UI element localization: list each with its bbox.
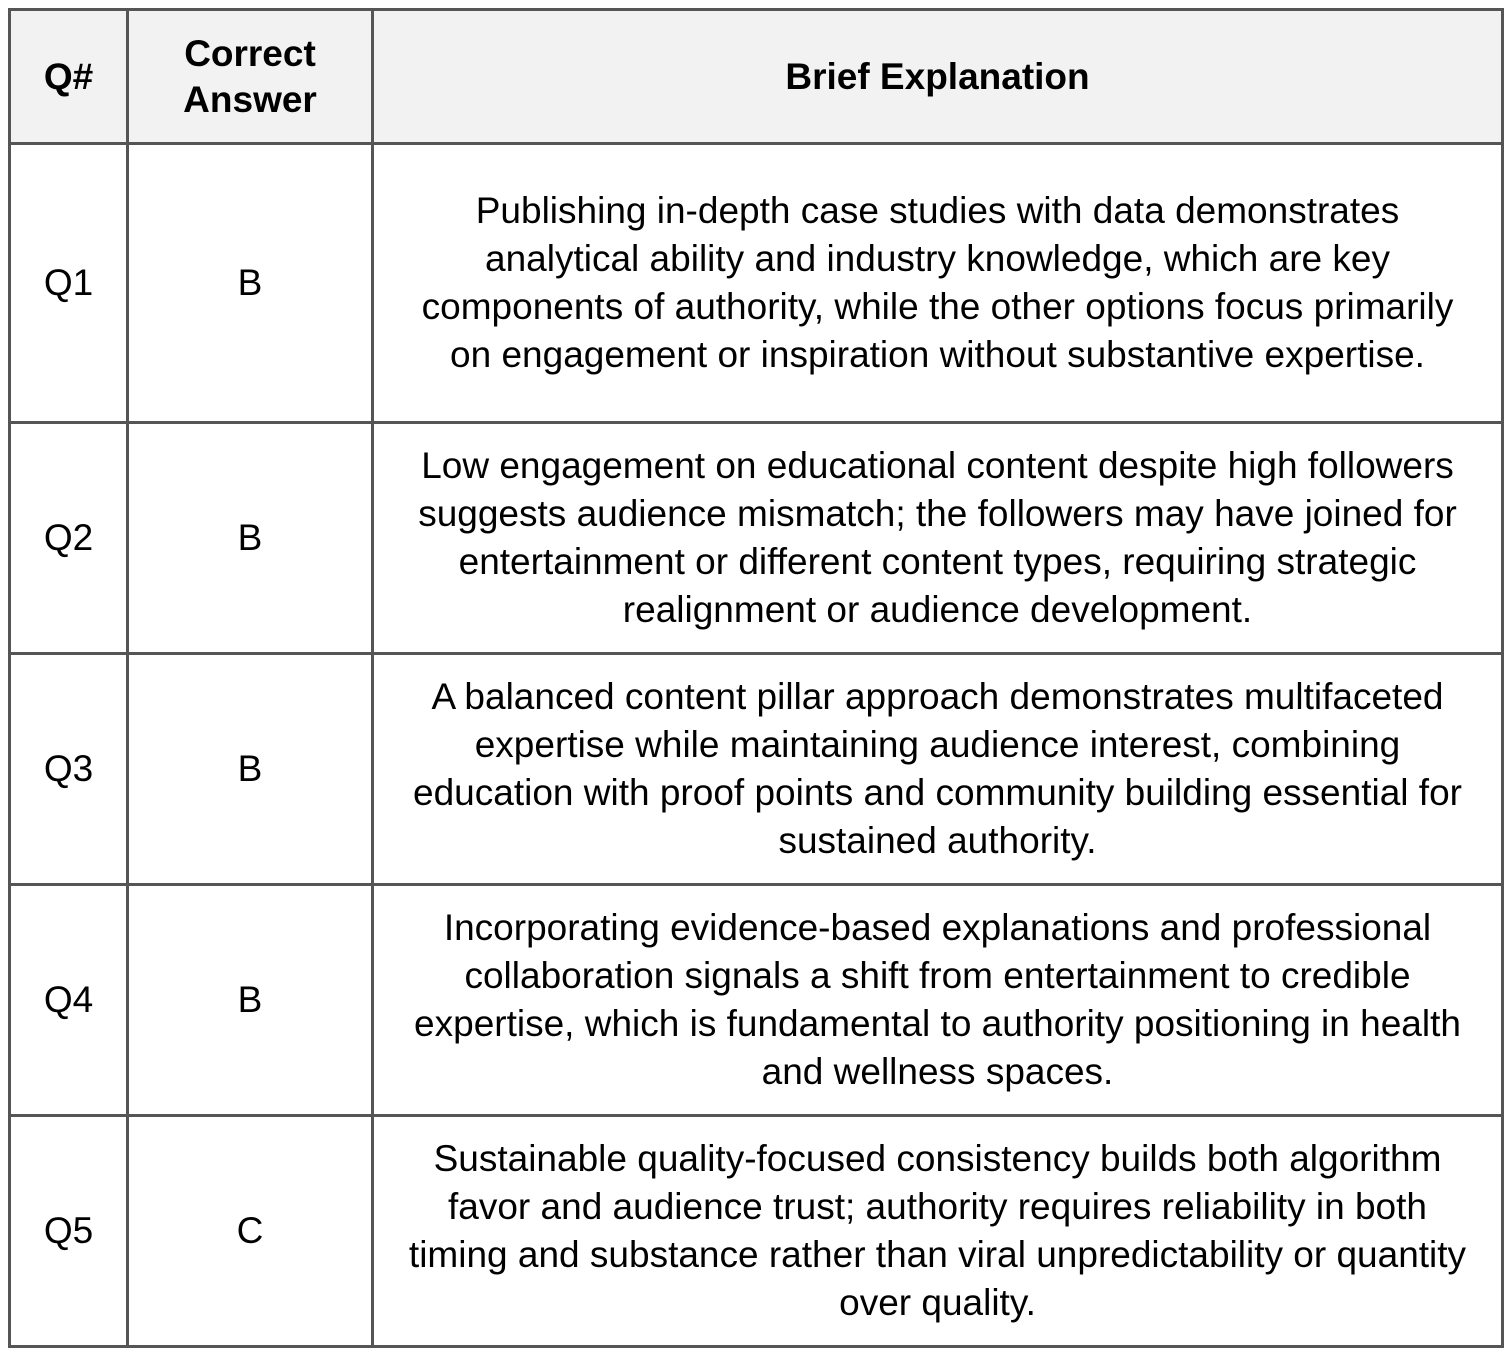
explanation-cell: Publishing in-depth case studies with data demonstrates analytical ability and industry knowledge, which are key components of authority, while the other options focus primarily on engagement or inspiration without substantive expertise. xyxy=(373,144,1503,423)
header-brief-explanation: Brief Explanation xyxy=(373,10,1503,144)
question-number-cell: Q3 xyxy=(10,654,128,885)
header-correct-answer: Correct Answer xyxy=(128,10,373,144)
table-body xyxy=(10,144,1503,1347)
explanation-cell: Sustainable quality-focused consistency builds both algorithm favor and audience trust; authority requires reliability in both timing and substance rather than viral unpredictability or quantity over quality. xyxy=(373,1116,1503,1347)
explanation-cell: A balanced content pillar approach demonstrates multifaceted expertise while maintaining audience interest, combining education with proof points and community building essential for sustained authority. xyxy=(373,654,1503,885)
correct-answer-cell: B xyxy=(128,654,373,885)
table-header xyxy=(10,10,1503,144)
question-number-cell: Q4 xyxy=(10,885,128,1116)
table-row xyxy=(10,1116,1503,1347)
explanation-cell: Incorporating evidence-based explanations and professional collaboration signals a shift from entertainment to credible expertise, which is fundamental to authority positioning in health and wellness spaces. xyxy=(373,885,1503,1116)
answer-key-table xyxy=(8,8,1504,1348)
table-row xyxy=(10,885,1503,1116)
explanation-cell: Low engagement on educational content despite high followers suggests audience mismatch; the followers may have joined for entertainment or different content types, requiring strategic realignment or audience development. xyxy=(373,423,1503,654)
table-row xyxy=(10,654,1503,885)
correct-answer-cell: B xyxy=(128,144,373,423)
header-question-number: Q# xyxy=(10,10,128,144)
correct-answer-cell: B xyxy=(128,885,373,1116)
header-row xyxy=(10,10,1503,144)
question-number-cell: Q2 xyxy=(10,423,128,654)
correct-answer-cell: C xyxy=(128,1116,373,1347)
question-number-cell: Q5 xyxy=(10,1116,128,1347)
correct-answer-cell: B xyxy=(128,423,373,654)
table-row xyxy=(10,423,1503,654)
question-number-cell: Q1 xyxy=(10,144,128,423)
table-row xyxy=(10,144,1503,423)
